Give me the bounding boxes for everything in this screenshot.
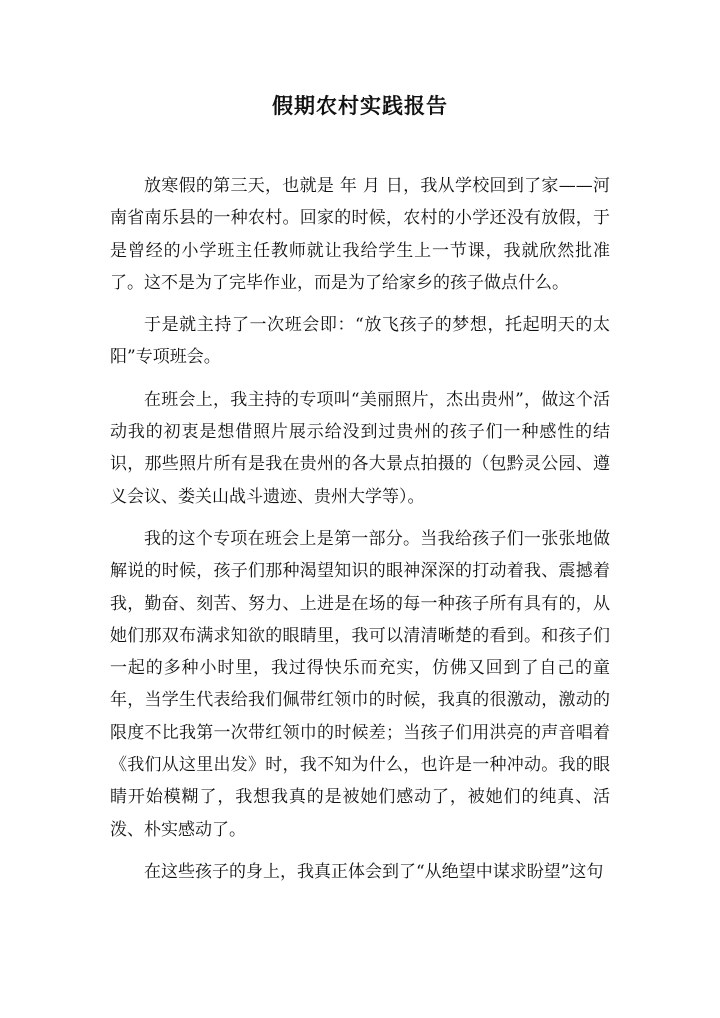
paragraph-3: 在班会上，我主持的专项叫“美丽照片，杰出贵州”，做这个活动我的初衷是想借照片展示给没到过贵州的孩子们一种感性的结识，那些照片所有是我在贵州的各大景点拍摄的（包黔灵公园、遵义会议、娄关山战斗遗迹、贵州大学等）。 <box>110 389 610 507</box>
document-body <box>110 170 610 898</box>
paragraph-5: 在这些孩子的身上，我真正体会到了“从绝望中谋求盼望”这句 <box>144 861 604 882</box>
paragraph-2: 于是就主持了一次班会即：“放飞孩子的梦想，托起明天的太阳”专项班会。 <box>110 315 610 368</box>
paragraph-1: 放寒假的第三天，也就是 年 月 日，我从学校回到了家——河南省南乐县的一种农村。回家的时候，农村的小学还没有放假，于是曾经的小学班主任教师就让我给学生上一节课，我就欣然批准了。这不是为了完毕作业，而是为了给家乡的孩子做点什么。 <box>110 176 610 293</box>
paragraph-4: 我的这个专项在班会上是第一部分。当我给孩子们一张张地做解说的时候，孩子们那种渴望知识的眼神深深的打动着我、震撼着我，勤奋、刻苦、努力、上进是在场的每一种孩子所有具有的，从她们那双布满求知欲的眼睛里，我可以清清晰楚的看到。和孩子们一起的多种小时里，我过得快乐而充实，仿佛又回到了自己的童年，当学生代表给我们佩带红领巾的时候，我真的很激动，激动的限度不比我第一次带红领巾的时候差；当孩子们用洪亮的声音唱着《我们从这里出发》时，我不知为什么，也许是一种冲动。我的眼睛开始模糊了，我想我真的是被她们感动了，被她们的纯真、活泼、朴实感动了。 <box>110 528 610 840</box>
document-title: 假期农村实践报告 <box>272 93 448 118</box>
